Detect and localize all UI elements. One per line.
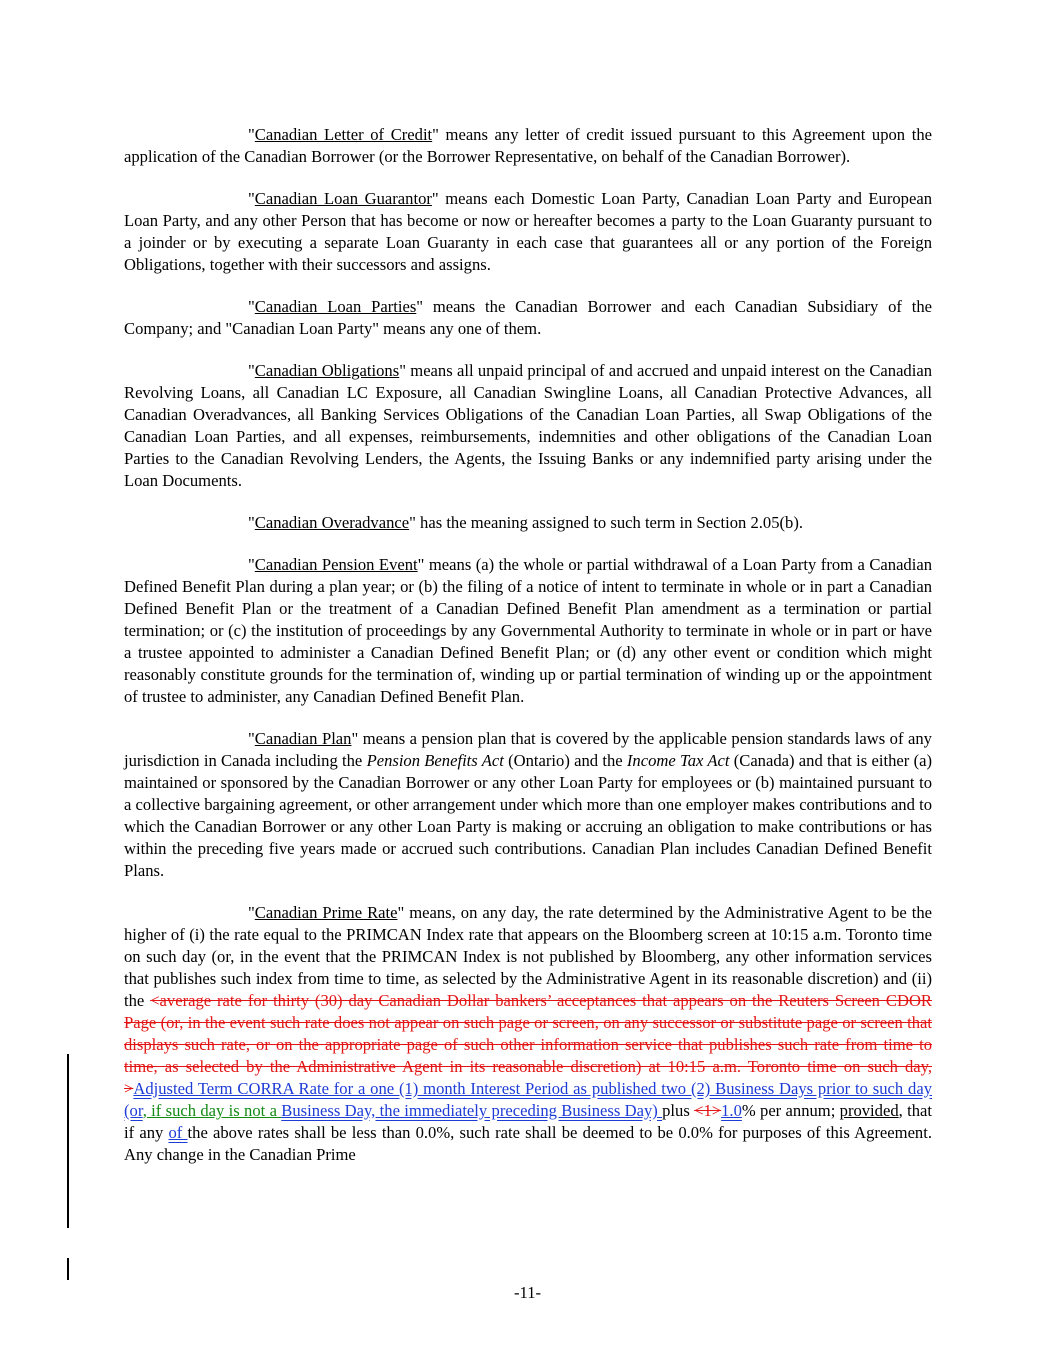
definition-canadian-overadvance: "Canadian Overadvance" has the meaning assigned to such term in Section 2.05(b). <box>248 513 804 532</box>
definition-text: % per annum; <box>741 1101 840 1120</box>
definition-text: plus <box>662 1101 695 1120</box>
definition-text: (Canada) and that is either (a) maintained or sponsored by the Canadian Borrower or any other Loan Party for employees or (b) maintained pursuant to a collective bargaining agreement, or other arrangement under which more than one employer makes contributions and to which the Canadian Borrower or any other Loan Party is making or accruing an obligation to make contributions or has within the preceding five years made or accrued such contributions. Canadian Plan includes Canadian Defined Benefit Plans. <box>124 751 932 880</box>
definition-canadian-pension-event: "Canadian Pension Event" means (a) the whole or partial withdrawal of a Loan Party from a Canadian Defined Benefit Plan during a plan year; or (b) the filing of a notice of intent to terminate in whole or in part a Canadian Defined Benefit Plan or the treatment of a Canadian Defined Benefit Plan amendment as a termination or partial termination; or (c) the institution of proceedings by any Governmental Authority to terminate in whole or in part or have a trustee appointed to administer a Canadian Defined Benefit Plan; or (d) any other event or condition which might reasonably constitute grounds for the termination of, winding up or partial termination of winding up or the appointment of trustee to administer, any Canadian Defined Benefit Plan. <box>124 555 933 706</box>
definition-canadian-prime-rate: "Canadian Prime Rate" means, on any day, the rate determined by the Administrative Agent to be the higher of (i) the rate equal to the PRIMCAN Index rate that appears on the Bloomberg screen at 10:15 a.m. Toronto time on such day (or, in the event that the PRIMCAN Index is not published by Bloomberg, any other information services that publishes such index from time to time, as selected by the Administrative Agent in its reasonable discretion) and (ii) the <average rate for thirty (30) day Canadian Dollar bankers’ acceptances that appears on the Reuters Screen CDOR Page (or, in the event such rate does not appear on such page or screen, on any successor or substitute page or screen that displays such rate, or on the appropriate page of such other information service that publishes such rate from time to time, as selected by the Administrative Agent in its reasonable discretion) at 10:15 a.m. Toronto time on such day, >Adjusted Term CORRA Rate for a one (1) month Interest Period as published two (2) Business Days prior to such day (or, if such day is not a Business Day, the immediately preceding Business Day) plus <1>1.0% per annum; provided, that if any of the above rates shall be less than 0.0%, such rate shall be deemed to be 0.0% for purposes of this Agreement. Any change in the Canadian Prime <box>124 903 932 1164</box>
deleted-text: <1> <box>694 1101 722 1120</box>
definition-text: " means any letter of credit issued pursuant to this Agreement upon the application of the Canadian Borrower (or the Borrower Representative, on behalf of the Canadian Borrower). <box>124 125 932 166</box>
definition-text: , that if any <box>124 1101 932 1142</box>
document-body <box>124 124 932 1186</box>
deleted-text: <average rate for thirty (30) day Canadian Dollar bankers’ acceptances that appears on the Reuters Screen CDOR Page (or, in the event such rate does not appear on such page or screen, on any successor or substitute page or screen that displays such rate, or on the appropriate page of such other information service that publishes such rate from time to time, as selected by the Administrative Agent in its reasonable discretion) at 10:15 a.m. Toronto time on such day, > <box>124 991 932 1098</box>
definition-canadian-letter-of-credit: "Canadian Letter of Credit" means any letter of credit issued pursuant to this Agreement upon the application of the Canadian Borrower (or the Borrower Representative, on behalf of the Canadian Borrower). <box>124 125 932 166</box>
definition-text: " means the Canadian Borrower and each Canadian Subsidiary of the Company; and "Canadian Loan Party" means any one of them. <box>124 297 932 338</box>
definition-canadian-plan: "Canadian Plan" means a pension plan that is covered by the applicable pension standards laws of any jurisdiction in Canada including the Pension Benefits Act (Ontario) and the Income Tax Act (Canada) and that is either (a) maintained or sponsored by the Canadian Borrower or any other Loan Party for employees or (b) maintained pursuant to a collective bargaining agreement, or other arrangement under which more than one employer makes contributions and to which the Canadian Borrower or any other Loan Party is making or accruing an obligation to make contributions or has within the preceding five years made or accrued such contributions. Canadian Plan includes Canadian Defined Benefit Plans. <box>124 729 932 880</box>
statute-name: Income Tax Act <box>626 751 730 770</box>
emphasis-provided: provided <box>839 1101 899 1120</box>
definition-text: " means, on any day, the rate determined by the Administrative Agent to be the higher of (i) the rate equal to the PRIMCAN Index rate that appears on the Bloomberg screen at 10:15 a.m. Toronto time on such day (or, in the event that the PRIMCAN Index is not published by Bloomberg, any other information services that publishes such index from time to time, as selected by the Administrative Agent in its reasonable discretion) and (ii) the <box>124 903 932 1010</box>
defined-term: Canadian Overadvance <box>254 513 410 532</box>
defined-term: Canadian Pension Event <box>254 555 418 574</box>
inserted-text: Adjusted Term CORRA Rate for a one (1) month Interest Period as published two (2) Business Days prior to such day (or <box>124 1079 932 1120</box>
defined-term: Canadian Loan Guarantor <box>254 189 432 208</box>
definition-text: " has the meaning assigned to such term in Section 2.05(b). <box>409 513 804 532</box>
inserted-text: 1.0 <box>721 1101 742 1120</box>
definition-text: the above rates shall be less than 0.0%, such rate shall be deemed to be 0.0% for purposes of this Agreement. Any change in the Canadian Prime <box>124 1123 932 1164</box>
inserted-text-moved: , if such day is not a <box>142 1101 282 1120</box>
definition-canadian-loan-parties: "Canadian Loan Parties" means the Canadian Borrower and each Canadian Subsidiary of the Company; and "Canadian Loan Party" means any one of them. <box>124 297 932 338</box>
definition-text: (Ontario) and the <box>503 751 627 770</box>
change-bar <box>67 1054 69 1228</box>
defined-term: Canadian Loan Parties <box>254 297 417 316</box>
defined-term: Canadian Plan <box>254 729 352 748</box>
change-bar <box>67 1258 69 1280</box>
defined-term: Canadian Letter of Credit <box>254 125 433 144</box>
page-number: -11- <box>513 1283 542 1302</box>
definition-canadian-loan-guarantor: "Canadian Loan Guarantor" means each Domestic Loan Party, Canadian Loan Party and European Loan Party, and any other Person that has become or now or hereafter becomes a party to the Loan Guaranty pursuant to a joinder or by executing a separate Loan Guaranty in each case that guarantees all or any portion of the Foreign Obligations, together with their successors and assigns. <box>124 189 933 274</box>
defined-term: Canadian Prime Rate <box>254 903 398 922</box>
definition-text: " means each Domestic Loan Party, Canadian Loan Party and European Loan Party, and any other Person that has become or now or hereafter becomes a party to the Loan Guaranty pursuant to a joinder or by executing a separate Loan Guaranty in each case that guarantees all or any portion of the Foreign Obligations, together with their successors and assigns. <box>124 189 933 274</box>
definition-canadian-obligations: "Canadian Obligations" means all unpaid principal of and accrued and unpaid interest on the Canadian Revolving Loans, all Canadian LC Exposure, all Canadian Swingline Loans, all Canadian Protective Advances, all Canadian Overadvances, all Banking Services Obligations of the Canadian Loan Parties, all Swap Obligations of the Canadian Loan Parties, and all expenses, reimbursements, indemnities and other obligations of the Canadian Loan Parties to the Canadian Revolving Lenders, the Agents, the Issuing Banks or any indemnified party arising under the Loan Documents. <box>124 361 932 490</box>
statute-name: Pension Benefits Act <box>366 751 504 770</box>
definition-text: " means (a) the whole or partial withdrawal of a Loan Party from a Canadian Defined Benefit Plan during a plan year; or (b) the filing of a notice of intent to terminate in whole or in part a Canadian Defined Benefit Plan or the treatment of a Canadian Defined Benefit Plan amendment as a termination or partial termination; or (c) the institution of proceedings by any Governmental Authority to terminate in whole or in part or have a trustee appointed to administer a Canadian Defined Benefit Plan; or (d) any other event or condition which might reasonably constitute grounds for the termination of, winding up or partial termination of winding up or the appointment of trustee to administer, any Canadian Defined Benefit Plan. <box>124 555 933 706</box>
inserted-text: Business Day, the immediately preceding Business Day) <box>281 1101 663 1120</box>
defined-term: Canadian Obligations <box>254 361 400 380</box>
definition-text: " means a pension plan that is covered by the applicable pension standards laws of any jurisdiction in Canada including the <box>124 729 932 770</box>
definition-text: " means all unpaid principal of and accrued and unpaid interest on the Canadian Revolving Loans, all Canadian LC Exposure, all Canadian Swingline Loans, all Canadian Protective Advances, all Canadian Overadvances, all Banking Services Obligations of the Canadian Loan Parties, all Swap Obligations of the Canadian Loan Parties, and all expenses, reimbursements, indemnities and other obligations of the Canadian Loan Parties to the Canadian Revolving Lenders, the Agents, the Issuing Banks or any indemnified party arising under the Loan Documents. <box>124 361 932 490</box>
inserted-text: of <box>168 1123 188 1142</box>
